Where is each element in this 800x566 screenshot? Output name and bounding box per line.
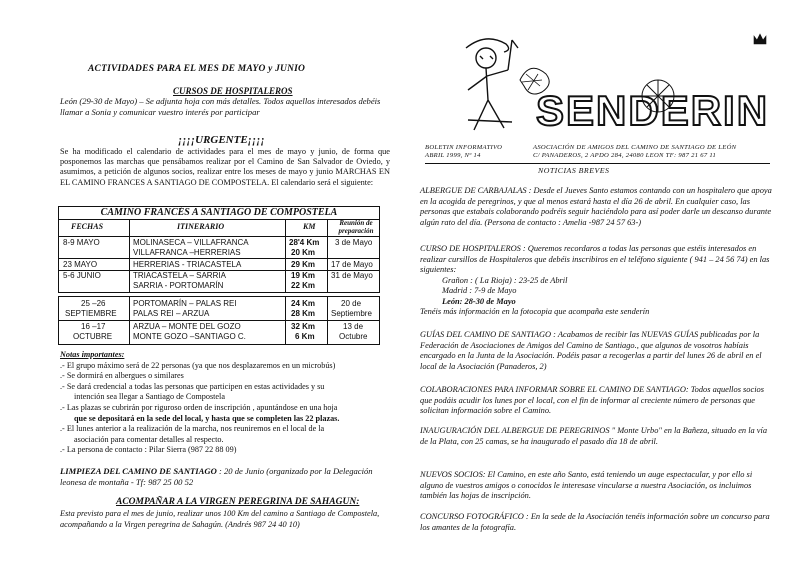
news-guias: GUÍAS DEL CAMINO DE SANTIAGO : Acabamos de recibir las NUEVAS GUÍAS publicadas por la Federación de Asociaciones de Amigos del Camino de Santiago., que algunos de vosotros habíais encargado en la Junta de la Asociación. Podéis pasar a recogerlas a partir del lunes 26 de abril en el local de la Asociación (Panaderos, 2) [420,330,762,371]
nota-item: .- La persona de contacto : Pilar Sierra (987 22 88 09) [60,445,237,455]
header-km: KM [303,222,316,231]
address-label: C/ PANADEROS, 2 APDO 284, 24080 LEON TF: 987 21 67 11 [533,152,717,159]
news-concurso: CONCURSO FOTOGRÁFICO : En la sede de la Asociación tenéis información sobre un concurso para los amantes de la fotografía. [420,512,770,532]
acompanar-text: Esta previsto para el mes de junio, realizar unos 100 Km del camino a Santiago de Compostela, acompañando a la Virgen peregrina de Sahagún. (Andrés 987 24 40 10) [60,509,380,529]
news-albergue: ALBERGUE DE CARBAJALAS : Desde el Jueves Santo estamos contando con un hospitalero que apoya en la acogida de peregrinos, y que al menos estará hasta el día 26 de abril. En cualquier caso, las personas que estabais colaborando podréis seguir haciéndolo para así poder darle un descanso durante algún rato del día. (Persona de contacto : Amelia -987 24 57 63-) [420,186,772,227]
nota-item: .- Se dará credencial a todas las personas que participen en estas actividades y su [60,381,325,391]
news-colaboraciones: COLABORACIONES PARA INFORMAR SOBRE EL CAMINO DE SANTIAGO: Todos aquellos socios que podáis acudir los lunes por el local, con el fin de informar al creciente número de personas que solicitan información sobre el Camino. [420,385,764,415]
acompanar-heading: ACOMPAÑAR A LA VIRGEN PEREGRINA DE SAHAGUN: [116,497,360,507]
logo-text: SENDERIN [536,87,770,134]
hospitaleros-text: León (29-30 de Mayo) – Se adjunta hoja con más detalles. Todos aquellos interesados debéis llamar a Sonia y comunicar vuestro interés por participar [60,96,381,117]
limpieza-section [60,466,390,488]
issue-label: ABRIL 1999, Nº 14 [425,152,481,159]
limpieza-text: : 20 de Junio (organizado por la Delegación leonesa de montaña - Tf: 987 25 00 52 [60,466,373,487]
news-socios: NUEVOS SOCIOS: El Camino, en este año Santo, está teniendo un auge espectacular, y por ello si alguno de vuestros amigos o conocidos le interesase vincularse a nuestra Asociación, os incluimos también las hojas de inscripción. [420,470,753,500]
news-curso [420,244,772,318]
nota-item: que se depositará en la sede del local, y hasta que se completen las 22 plazas. [74,413,340,423]
camino-table: CAMINO FRANCÉS A SANTIAGO DE COMPOSTELA FECHAS ITINERARIO KM Reunión de preparación 8-9 MAYO MOLINASECA – VILLAFRANCA 28'4 Km 3 de Mayo VILLAFRANCA –HERRERIAS 20 Km 23 MAYO HERRERIAS - TRIACASTELA 29 Km 17 de Mayo 5-6 JUNIO TRIACASTELA – SARRIA 19 Km 31 de Mayo SARRIA - PORTOMARÍN 22 Km [58,206,380,293]
table-header-row [59,220,379,235]
nota-item: .- El lunes anterior a la realización de la marcha, nos reuniremos en el local de la [60,424,325,434]
notas-heading: Notas importantes: [60,350,125,359]
noticias-heading: NOTICIAS BREVES [538,166,610,175]
asociacion-label: ASOCIACIÓN DE AMIGOS DEL CAMINO DE SANTIAGO DE LEÓN [533,144,737,151]
header-fechas: FECHAS [71,222,104,231]
nota-item: asociación para comentar detalles al respecto. [74,434,224,444]
nota-item: .- Las plazas se cubrirán por riguroso orden de inscripción , apuntándose en una hoja [60,402,338,412]
limpieza-heading: LIMPIEZA DEL CAMINO DE SANTIAGO [60,466,217,476]
nota-item: .- El grupo máximo será de 22 personas (ya que nos desplazaremos en un microbús) [60,360,336,370]
senderin-logo [408,30,778,142]
curso-line: Madrid : 7-9 de Mayo [442,286,517,295]
urgente-text: Se ha modificado el calendario de actividades para el mes de mayo y junio, de forma que posponemos las marchas que pensábamos realizar por el Camino de San Salvador de Oviedo, y asumimos, a petición de algunos socios, realizar entre los meses de mayo y junio MARCHAS EN EL CAMINO FRANCES A SANTIAGO DE COMPOSTELA. El calendario será el siguiente: [60,147,390,187]
curso-text: CURSO DE HOSPITALEROS : Queremos recordaros a todas las personas que estéis interesados en realizar cursillos de Hospitaleros que debéis inscribiros en el teléfono siguiente ( 941 – 24 56 74) en las siguientes: [420,244,770,274]
table-title: CAMINO FRANCÉS A SANTIAGO DE COMPOSTELA [59,207,379,220]
camino-table-2: 25 –26 PORTOMARÍN – PALAS REI 24 Km 20 de SEPTIEMBRE PALAS REI – ARZUA 28 Km Septiembre 16 –17 ARZUA – MONTE DEL GOZO 32 Km 13 de OCTUBRE MONTE GOZO –SANTIAGO C. 6 Km Octubre [58,296,380,345]
boletin-header [425,144,765,160]
header-divider [425,163,770,164]
header-reunion: Reunión de preparación [338,219,374,235]
nota-item: .- Se dormirá en albergues o similares [60,371,184,381]
hospitaleros-heading: CURSOS DE HOSPITALEROS [173,86,293,96]
page-title: ACTIVIDADES PARA EL MES DE MAYO y JUNIO [88,64,306,74]
news-inauguracion: INAUGURACIÓN DEL ALBERGUE DE PEREGRINOS " Monte Urbo" en la Bañeza, situado en la vía de la Plata, con 25 camas, se ha inaugurado el pasado día 18 de abril. [420,426,768,446]
urgente-heading: ¡¡¡¡URGENTE¡¡¡¡ [178,134,265,146]
header-itinerario: ITINERARIO [177,222,225,231]
curso-line: Grañon : ( La Rioja) : 23-25 de Abril [442,275,568,285]
curso-line: León: 28-30 de Mayo [442,296,516,306]
boletin-label: BOLETIN INFORMATIVO [425,144,503,151]
curso-end: Tenéis más información en la fotocopia que acompaña este senderín [420,307,650,316]
nota-item: intención sea llegar a Santiago de Compostela [74,392,225,402]
notas-section [60,350,390,456]
